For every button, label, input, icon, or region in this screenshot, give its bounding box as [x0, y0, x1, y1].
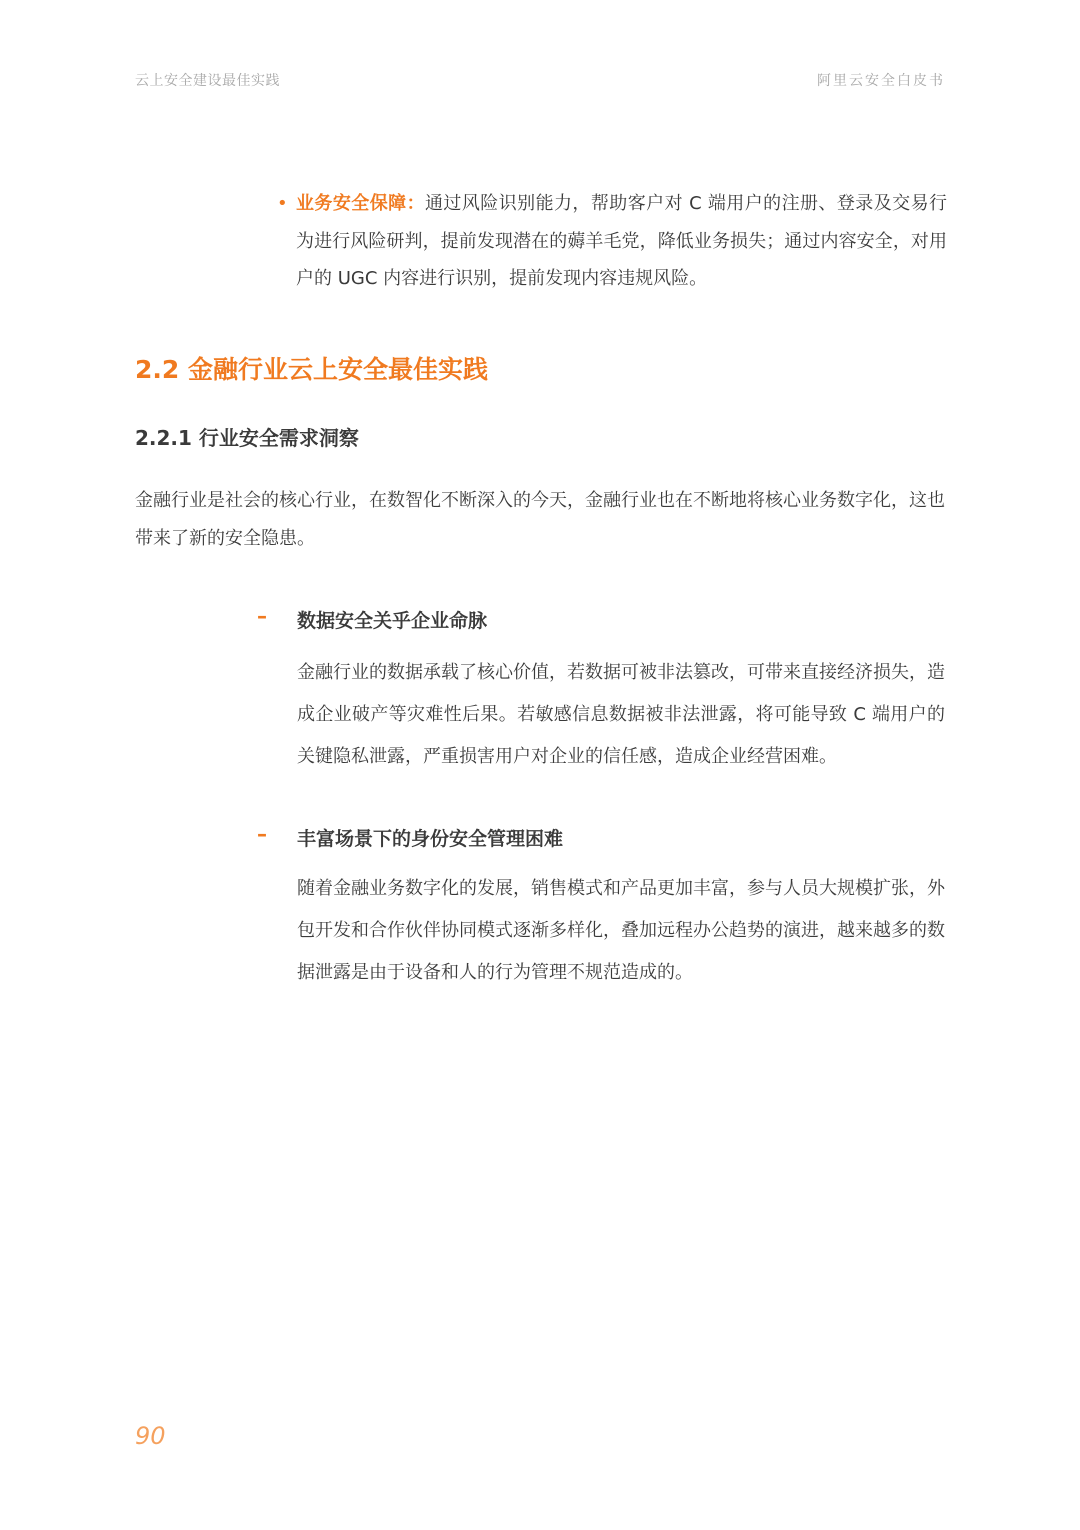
- dash-marker-icon: –: [257, 822, 267, 846]
- section-title: 2.2 金融行业云上安全最佳实践: [135, 355, 488, 384]
- bullet-paragraph: [296, 185, 947, 298]
- item-heading: 丰富场景下的身份安全管理困难: [297, 828, 564, 850]
- running-header-title: 云上安全建设最佳实践: [135, 73, 280, 89]
- dash-marker-icon: –: [257, 604, 267, 628]
- item-body: 随着金融业务数字化的发展，销售模式和产品更加丰富，参与人员大规模扩张，外包开发和合作伙伴协同模式逐渐多样化，叠加远程办公趋势的演进，越来越多的数据泄露是由于设备和人的行为管理不规范造成的。: [297, 878, 945, 983]
- running-header-book: 阿里云安全白皮书: [817, 73, 945, 89]
- bullet-dot-icon: •: [277, 193, 288, 214]
- item-heading: 数据安全关乎企业命脉: [297, 610, 488, 632]
- bullet-label: 业务安全保障：: [296, 193, 425, 214]
- item-body: 金融行业的数据承载了核心价值，若数据可被非法篡改，可带来直接经济损失，造成企业破产等灾难性后果。若敏感信息数据被非法泄露，将可能导致 C 端用户的关键隐私泄露，严重损害用户对企业的信任感，造成企业经营困难。: [297, 662, 945, 767]
- subsection-title: 2.2.1 行业安全需求洞察: [135, 426, 359, 450]
- bullet-item: [277, 185, 947, 298]
- intro-paragraph: 金融行业是社会的核心行业，在数智化不断深入的今天，金融行业也在不断地将核心业务数字化，这也带来了新的安全隐患。: [135, 490, 945, 549]
- page-number: 90: [135, 1422, 166, 1450]
- bullet-text: 通过风险识别能力，帮助客户对 C 端用户的注册、登录及交易行为进行风险研判，提前发现潜在的薅羊毛党，降低业务损失；通过内容安全，对用户的 UGC 内容进行识别，提前发现内容违规风险。: [296, 193, 947, 289]
